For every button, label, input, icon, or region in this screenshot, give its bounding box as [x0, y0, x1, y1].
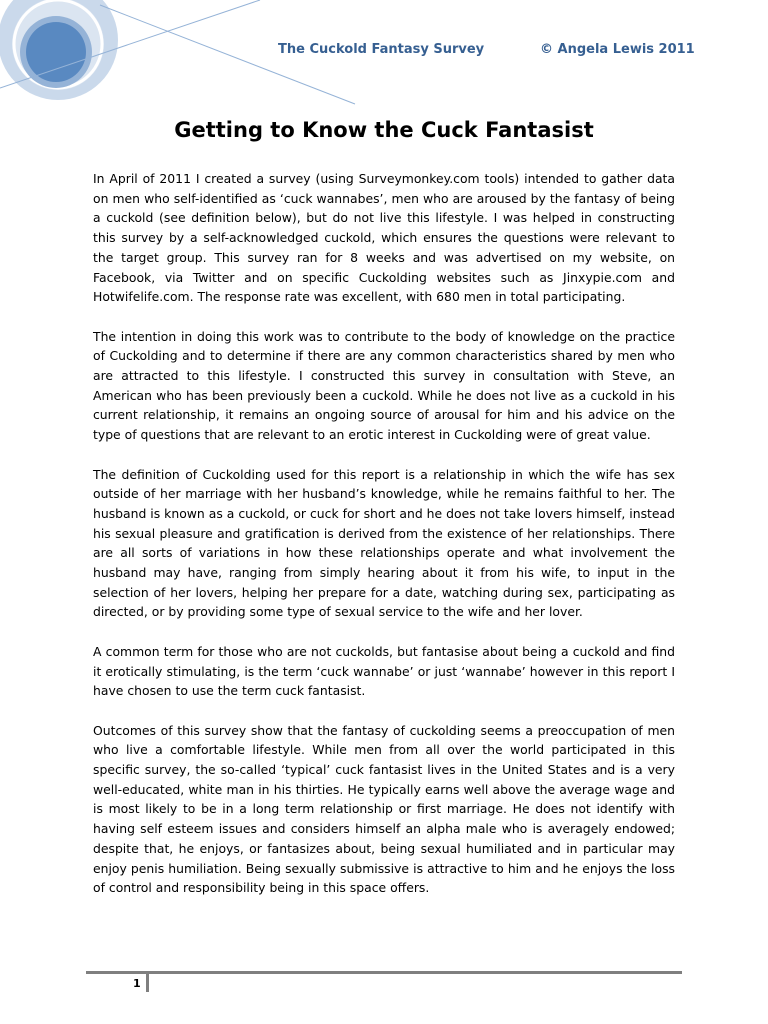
footer-divider: [86, 971, 682, 974]
paragraph: Outcomes of this survey show that the fantasy of cuckolding seems a preoccupation of men who live a comfortable lifestyle. While men from all over the world participated in this specific survey, the so-called ‘typical’ cuck fantasist lives in the United States and is a very well-educated, white man in his thirties. He typically earns well above the average wage and is most likely to be in a long term relationship or first marriage. He does not identify with having self esteem issues and considers himself an alpha male who is averagely endowed; despite that, he enjoys, or fantasizes about, being sexual humiliated and in particular may enjoy penis humiliation. Being sexually submissive is attractive to him and he enjoys the loss of control and responsibility being in this space offers.: [93, 722, 675, 896]
page-header: [0, 42, 768, 62]
page-number: 1: [133, 977, 141, 990]
copyright-notice: © Angela Lewis 2011: [540, 42, 695, 57]
paragraph: The intention in doing this work was to contribute to the body of knowledge on the practice of Cuckolding and to determine if there are any common characteristics shared by men who are attracted to this lifestyle. I constructed this survey in consultation with Steve, an American who has been previously been a cuckold. While he does not live as a cuckold in his current relationship, it remains an ongoing source of arousal for him and his advice on the type of questions that are relevant to an erotic interest in Cuckolding were of great value.: [93, 328, 675, 443]
document-title: Getting to Know the Cuck Fantasist: [174, 118, 594, 142]
survey-title: The Cuckold Fantasy Survey: [278, 42, 485, 57]
paragraph: The definition of Cuckolding used for this report is a relationship in which the wife has sex outside of her marriage with her husband’s knowledge, while he remains faithful to her. The husband is known as a cuckold, or cuck for short and he does not take lovers himself, instead his sexual pleasure and gratification is derived from the existence of her relationships. There are all sorts of variations in how these relationships operate and what involvement the husband may have, ranging from simply hearing about it from his wife, to input in the selection of her lovers, helping her prepare for a date, watching during sex, participating as directed, or by providing some type of sexual service to the wife and her lover.: [93, 466, 675, 620]
paragraph: In April of 2011 I created a survey (using Surveymonkey.com tools) intended to gather data on men who self-identified as ‘cuck wannabes’, men who are aroused by the fantasy of being a cuckold (see definition below), but do not live this lifestyle. I was helped in constructing this survey by a self-acknowledged cuckold, which ensures the questions were relevant to the target group. This survey ran for 8 weeks and was advertised on my website, on Facebook, via Twitter and on specific Cuckolding websites such as Jinxypie.com and Hotwifelife.com. The response rate was excellent, with 680 men in total participating.: [93, 171, 675, 305]
paragraph: A common term for those who are not cuckolds, but fantasise about being a cuckold and find it erotically stimulating, is the term ‘cuck wannabe’ or just ‘wannabe’ however in this report I have chosen to use the term cuck fantasist.: [93, 643, 675, 699]
document-body: [93, 169, 675, 918]
page-number-divider: [146, 974, 149, 992]
